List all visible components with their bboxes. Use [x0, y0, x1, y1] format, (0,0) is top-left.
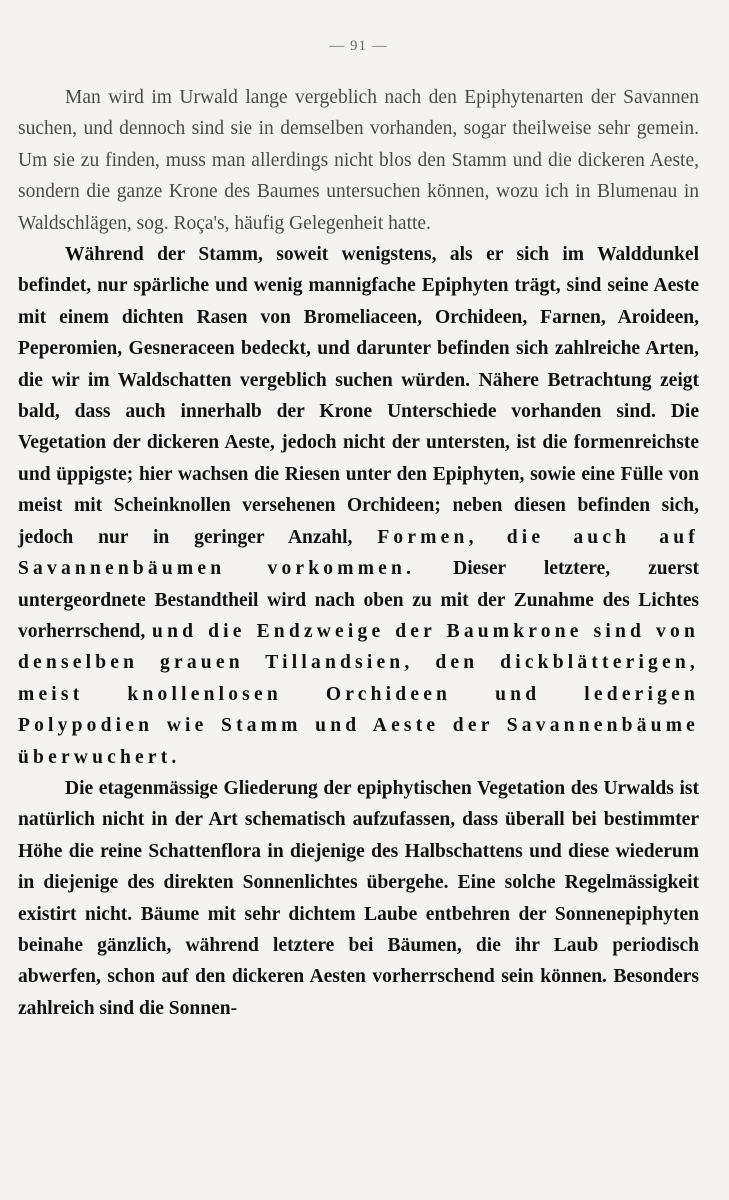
paragraph-3-text: Die etagenmässige Gliederung der epiphytischen Vegetation des Urwalds ist natürlich nicht in der Art schematisch aufzufassen, dass überall bei bestimmter Höhe die reine Schattenflora in diejenige des Halbschattens und diese wiederum in diejenige des direkten Sonnenlichtes übergehe. Eine solche Regelmässigkeit existirt nicht. Bäume mit sehr dichtem Laube entbehren der Sonnenepiphyten beinahe gänzlich, während letztere bei Bäumen, die ihr Laub periodisch abwerfen, schon auf den dickeren Aesten vorherrschend sein können. Besonders zahlreich sind die Sonnen- [18, 777, 699, 1019]
paragraph-2-spaced-emphasis-a: Formen, die auch auf Savannenbäumen vorkommen. [18, 526, 699, 580]
paragraph-2-spaced-emphasis-b: und die Endzweige der Baumkrone sind von denselben grauen Tillandsien, den dickblätterigen, meist knollenlosen Orchideen und lederigen Polypodien wie Stamm und Aeste der Savannenbäume überwuchert. [18, 620, 699, 768]
paragraph-1-text: Man wird im Urwald lange vergeblich nach den Epiphytenarten der Savannen suchen, und dennoch sind sie in demselben vorhanden, sogar theilweise sehr gemein. Um sie zu finden, muss man allerdings nicht blos den Stamm und die dickeren Aeste, sondern die ganze Krone des Baumes untersuchen können, wozu ich in Blumenau in Waldschlägen, sog. Roça's, häufig Gelegenheit hatte. [18, 87, 699, 234]
paragraph-1 [18, 82, 699, 239]
paragraph-2-text-b: Dieser letztere, zuerst untergeordnete Bestandtheil wird nach oben zu mit der Zunahme des Lichtes vorherrschend, [18, 558, 699, 642]
page-number: — 91 — [329, 38, 388, 54]
paragraph-2 [18, 239, 699, 773]
paragraph-2-text-a: Während der Stamm, soweit wenigstens, als er sich im Walddunkel befindet, nur spärliche und wenig mannigfache Epiphyten trägt, sind seine Aeste mit einem dichten Rasen von Bromeliaceen, Orchideen, Farnen, Aroideen, Peperomien, Gesneraceen bedeckt, und darunter befinden sich zahlreiche Arten, die wir im Waldschatten vergeblich suchen würden. Nähere Betrachtung zeigt bald, dass auch innerhalb der Krone Unterschiede vorhanden sind. Die Vegetation der dickeren Aeste, jedoch nicht der untersten, ist die formenreichste und üppigste; hier wachsen die Riesen unter den Epiphyten, sowie eine Fülle von meist mit Scheinknollen versehenen Orchideen; neben diesen befinden sich, jedoch nur in geringer Anzahl, [18, 244, 699, 548]
paragraph-3 [18, 773, 699, 1024]
